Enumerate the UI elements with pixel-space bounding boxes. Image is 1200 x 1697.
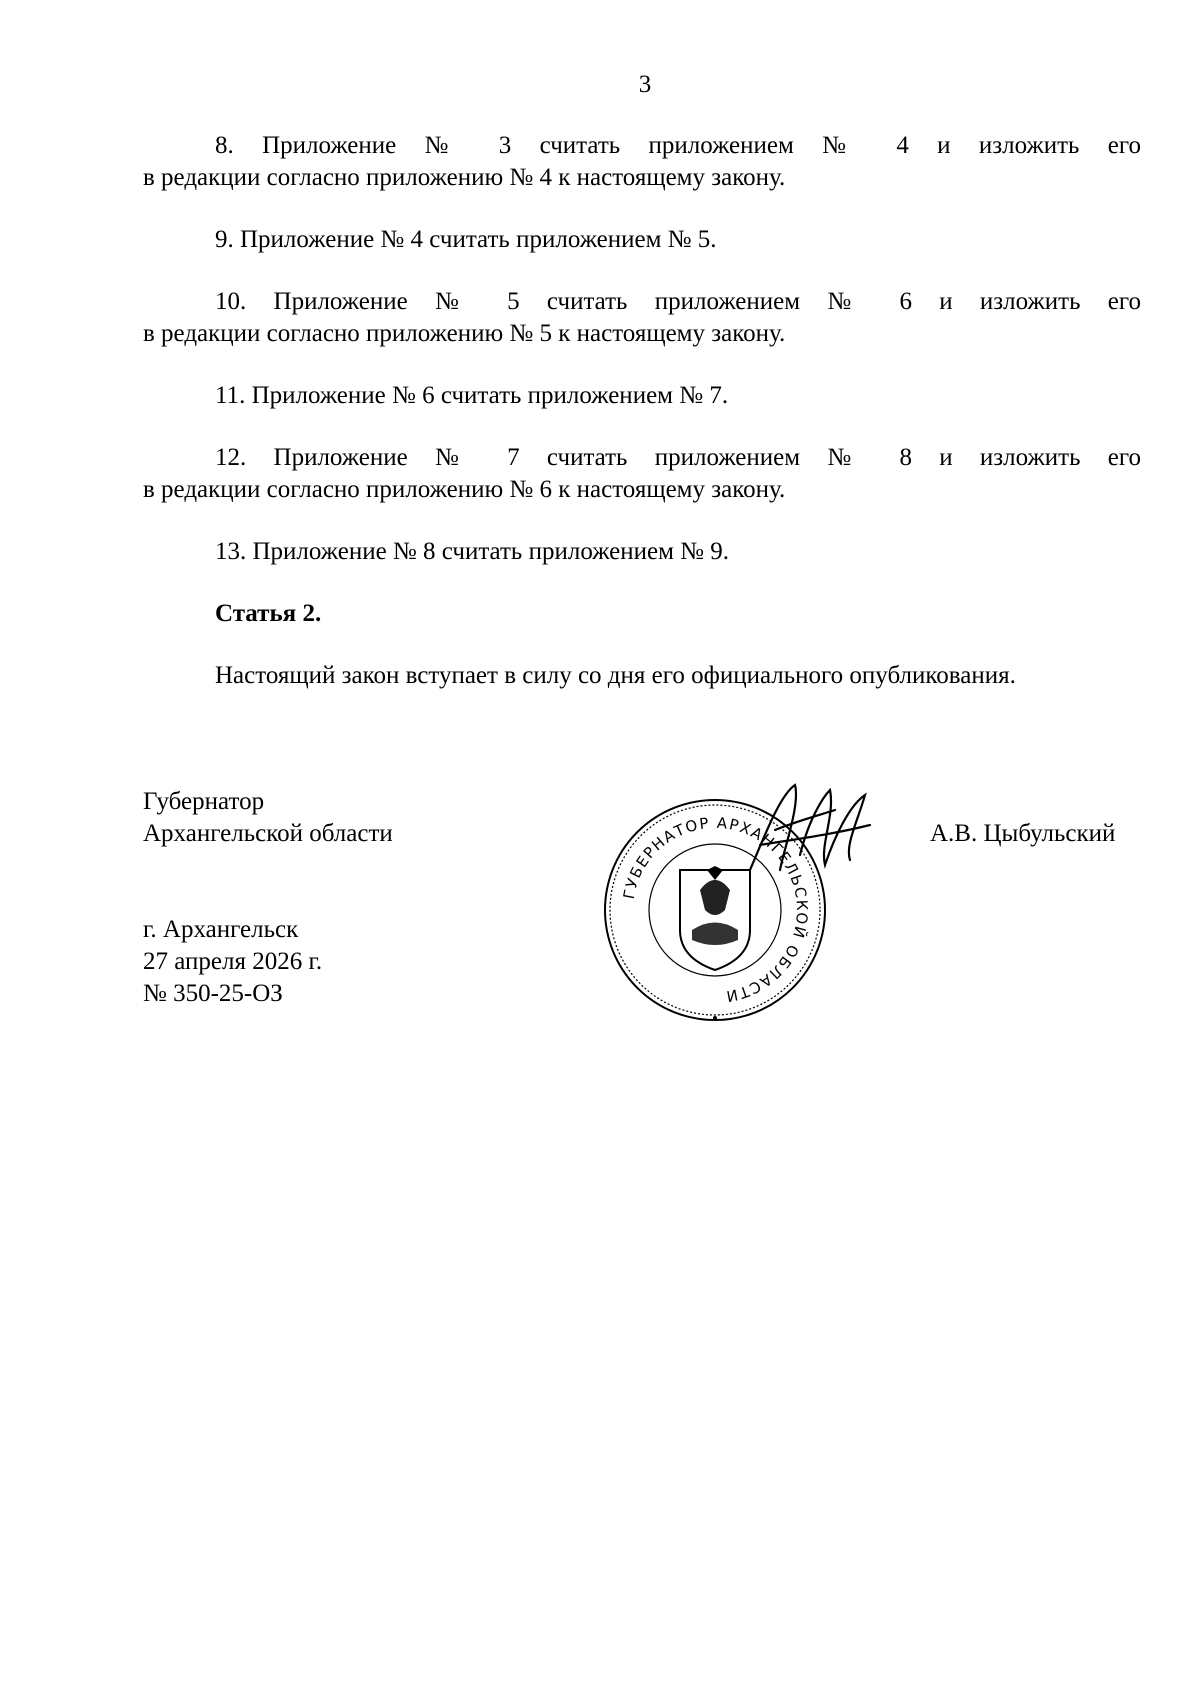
document-body [143,130,1141,722]
paragraph-9: 9. Приложение № 4 считать приложением № 5. [215,226,717,253]
signer-title-line: Губернатор [143,788,265,815]
paragraph-line: 10. Приложение № 5 считать приложением № 6 и изложить его [215,288,1141,315]
paragraph-13: 13. Приложение № 8 считать приложением № 9. [215,538,730,565]
paragraph-line: в редакции согласно приложению № 4 к настоящему закону. [143,164,786,191]
page-number: 3 [638,71,652,98]
handwritten-signature [740,775,880,885]
signer-title [143,786,393,850]
paragraph-line: в редакции согласно приложению № 6 к настоящему закону. [143,476,786,503]
signer-name: А.В. Цыбульский [930,820,1116,847]
paragraph-line: 8. Приложение № 3 считать приложением № 4 и изложить его [215,132,1141,159]
paragraph-line: в редакции согласно приложению № 5 к настоящему закону. [143,320,786,347]
paragraph-8 [143,130,1141,194]
paragraph-line: 12. Приложение № 7 считать приложением № 8 и изложить его [215,444,1141,471]
paragraph-11: 11. Приложение № 6 считать приложением № 7. [215,382,729,409]
article-text: Настоящий закон вступает в силу со дня его официального опубликования. [215,662,1016,689]
document-details [143,914,322,1010]
signer-title-line: Архангельской области [143,820,393,847]
paragraph-12 [143,442,1141,506]
svg-text:ГУБЕРНАТОР АРХАНГЕЛЬСКОЙ ОБЛАС: ГУБЕРНАТОР АРХАНГЕЛЬСКОЙ ОБЛАСТИ [619,813,812,1006]
document-city: г. Архангельск [143,916,299,943]
paragraph-10 [143,286,1141,350]
document-number: № 350-25-ОЗ [143,980,283,1007]
document-date: 27 апреля 2026 г. [143,948,323,975]
article-heading: Статья 2. [215,600,322,627]
